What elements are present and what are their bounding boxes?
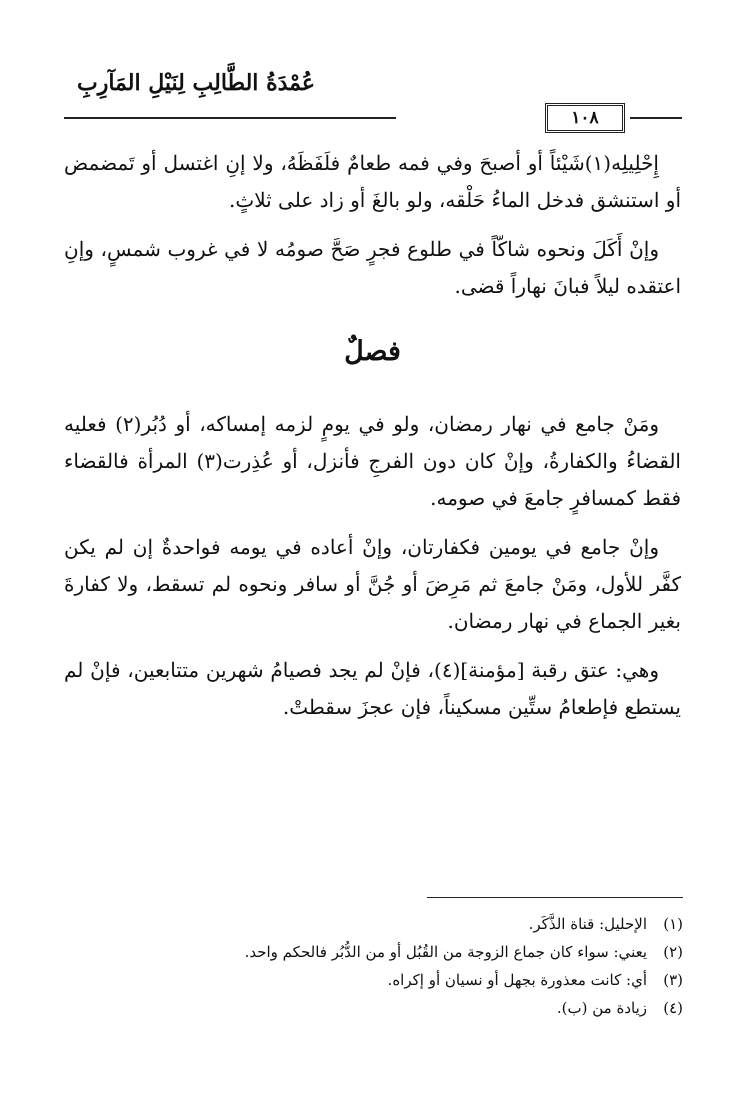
footnote-text: أي: كانت معذورة بجهل أو نسيان أو إكراه.	[387, 971, 647, 989]
footnote-item	[100, 938, 683, 966]
page-header	[0, 0, 746, 130]
paragraph-3: ومَنْ جامع في نهار رمضان، ولو في يومٍ لزمه إمساكه، أو دُبُر(٢) فعليه القضاءُ والكفارةُ، وإنْ كان دون الفرجِ فأنزل، أو عُذِرت(٣) المرأة فالقضاء فقط كمسافرٍ جامعَ في صومه.	[64, 412, 681, 510]
book-title: عُمْدَةُ الطَّالِبِ لِنَيْلِ المَآرِبِ	[77, 70, 315, 96]
footnote-number: (٢)	[663, 943, 683, 961]
footnote-item	[100, 910, 683, 938]
section-title: فصلٌ	[344, 336, 401, 367]
footnote-number: (٣)	[663, 971, 683, 989]
footnote-divider	[427, 897, 683, 898]
paragraph-5: وهي: عتق رقبة [مؤمنة](٤)، فإنْ لم يجد فصيامُ شهرين متتابعين، فإنْ لم يستطع فإطعامُ ستِّين مسكيناً، فإن عجزَ سقطتْ.	[64, 658, 681, 719]
footnote-item	[100, 966, 683, 994]
paragraph-4: وإنْ جامع في يومين فكفارتان، وإنْ أعاده في يومه فواحدةٌ إن لم يكن كفَّر للأول، ومَنْ جامعَ ثم مَرِضَ أو جُنَّ أو سافر ونحوه لم تسقط، ولا كفارةَ بغير الجماع في نهار رمضان.	[64, 535, 681, 633]
main-text	[64, 145, 681, 738]
footnote-text: يعني: سواء كان جماع الزوجة من القُبُل أو من الدُّبُر فالحكم واحد.	[244, 943, 647, 961]
paragraph-1: إِحْلِيلِه(١)شَيْئاً أو أصبحَ وفي فمه طعامٌ فلَفَظَهُ، ولا إنِ اغتسل أو تَمضمض أو استنشق فدخل الماءُ حَلْقه، ولو بالغَ أو زاد على ثلاثٍ.	[64, 151, 681, 212]
footnote-number: (١)	[663, 915, 683, 933]
header-rule-right	[630, 117, 682, 119]
footnote-item	[100, 994, 683, 1022]
footnote-text: الإحليل: قناة الذَّكَر.	[528, 915, 647, 933]
footnote-text: زيادة من (ب).	[556, 999, 647, 1017]
paragraph-2: وإنْ أَكَلَ ونحوه شاكّاً في طلوع فجرٍ صَحَّ صومُه لا في غروب شمسٍ، وإنِ اعتقده ليلاً فبانَ نهاراً قضى.	[64, 237, 681, 298]
footnotes	[100, 910, 683, 1022]
header-rule-left	[64, 117, 396, 119]
footnote-number: (٤)	[663, 999, 683, 1017]
page-number: ١٠٨	[545, 103, 625, 133]
